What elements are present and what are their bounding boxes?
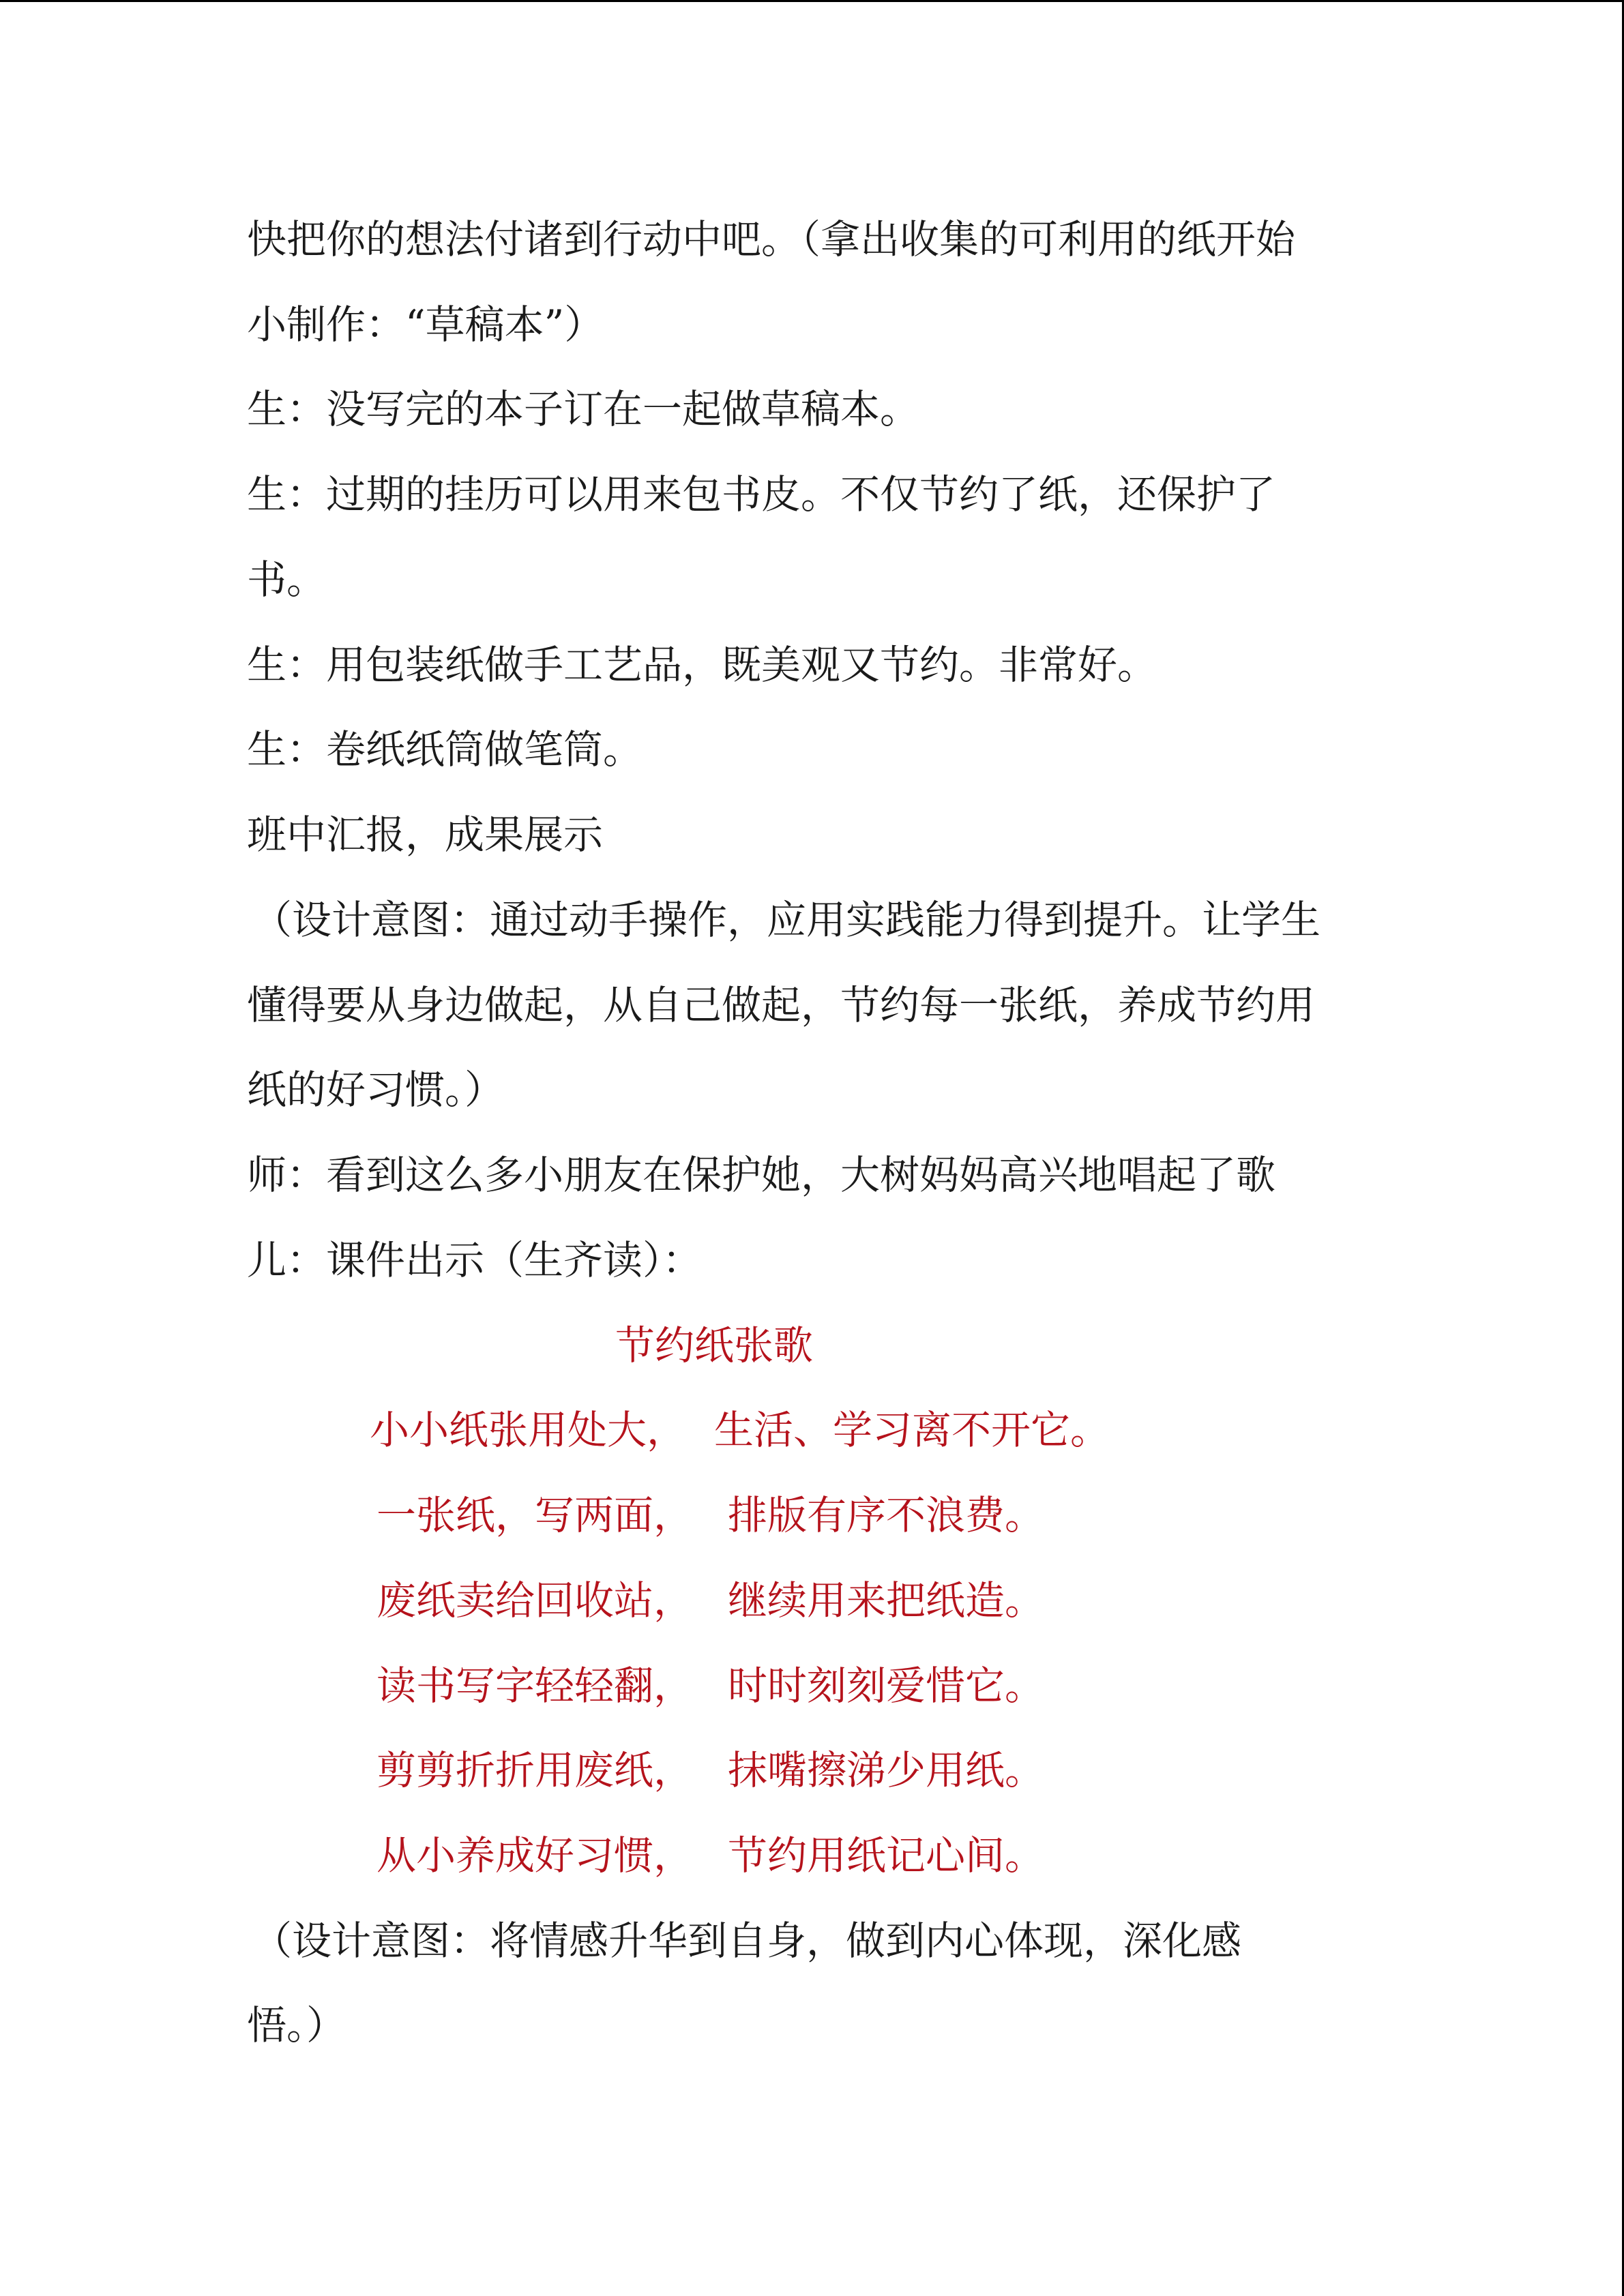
- song-line-first-half: 小小纸张用处大，: [370, 1407, 687, 1453]
- design-intent-line: （设计意图：将情感升华到自身，做到内心体现，深化感: [252, 1918, 1242, 1964]
- design-intent-line: 悟。）: [247, 2002, 346, 2048]
- paragraph-line: 快把你的想法付诸到行动中吧。（拿出收集的可利用的纸开始: [247, 216, 1296, 263]
- song-line-second-half: 排版有序不浪费。: [728, 1492, 1045, 1538]
- design-intent-line: 懂得要从身边做起，从自己做起，节约每一张纸，养成节约用: [247, 982, 1316, 1028]
- paragraph-line: 儿：课件出示（生齐读）：: [247, 1237, 703, 1283]
- design-intent-line: 纸的好习惯。）: [247, 1067, 505, 1113]
- paragraph-line: 师：看到这么多小朋友在保护她，大树妈妈高兴地唱起了歌: [247, 1152, 1276, 1198]
- song-line-second-half: 抹嘴擦涕少用纸。: [728, 1747, 1045, 1793]
- song-line-second-half: 继续用来把纸造。: [728, 1577, 1045, 1624]
- song-line-second-half: 时时刻刻爱惜它。: [728, 1663, 1045, 1709]
- song-line-second-half: 节约用纸记心间。: [728, 1832, 1045, 1879]
- song-line-first-half: 废纸卖给回收站，: [377, 1577, 694, 1624]
- paragraph-line: 书。: [247, 556, 327, 603]
- song-line-first-half: 读书写字轻轻翻，: [377, 1663, 694, 1709]
- song-line-first-half: 从小养成好习惯，: [377, 1832, 694, 1879]
- song-line-first-half: 剪剪折折用废纸，: [377, 1747, 694, 1793]
- song-title: 节约纸张歌: [615, 1322, 814, 1369]
- paragraph-line: 生：卷纸纸筒做笔筒。: [247, 726, 643, 773]
- paragraph-line: 生：过期的挂历可以用来包书皮。不仅节约了纸，还保护了: [247, 471, 1276, 518]
- song-line-first-half: 一张纸，写两面，: [377, 1492, 694, 1538]
- paragraph-line: 生：用包装纸做手工艺品，既美观又节约。非常好。: [247, 642, 1157, 688]
- section-heading: 班中汇报，成果展示: [247, 811, 604, 858]
- page-border-top: [0, 0, 1624, 2]
- song-line-second-half: 生活、学习离不开它。: [714, 1407, 1110, 1453]
- paragraph-line: 生：没写完的本子订在一起做草稿本。: [247, 386, 920, 432]
- design-intent-line: （设计意图：通过动手操作，应用实践能力得到提升。让学生: [252, 897, 1321, 943]
- paragraph-line: 小制作：“草稿本”）: [247, 301, 604, 348]
